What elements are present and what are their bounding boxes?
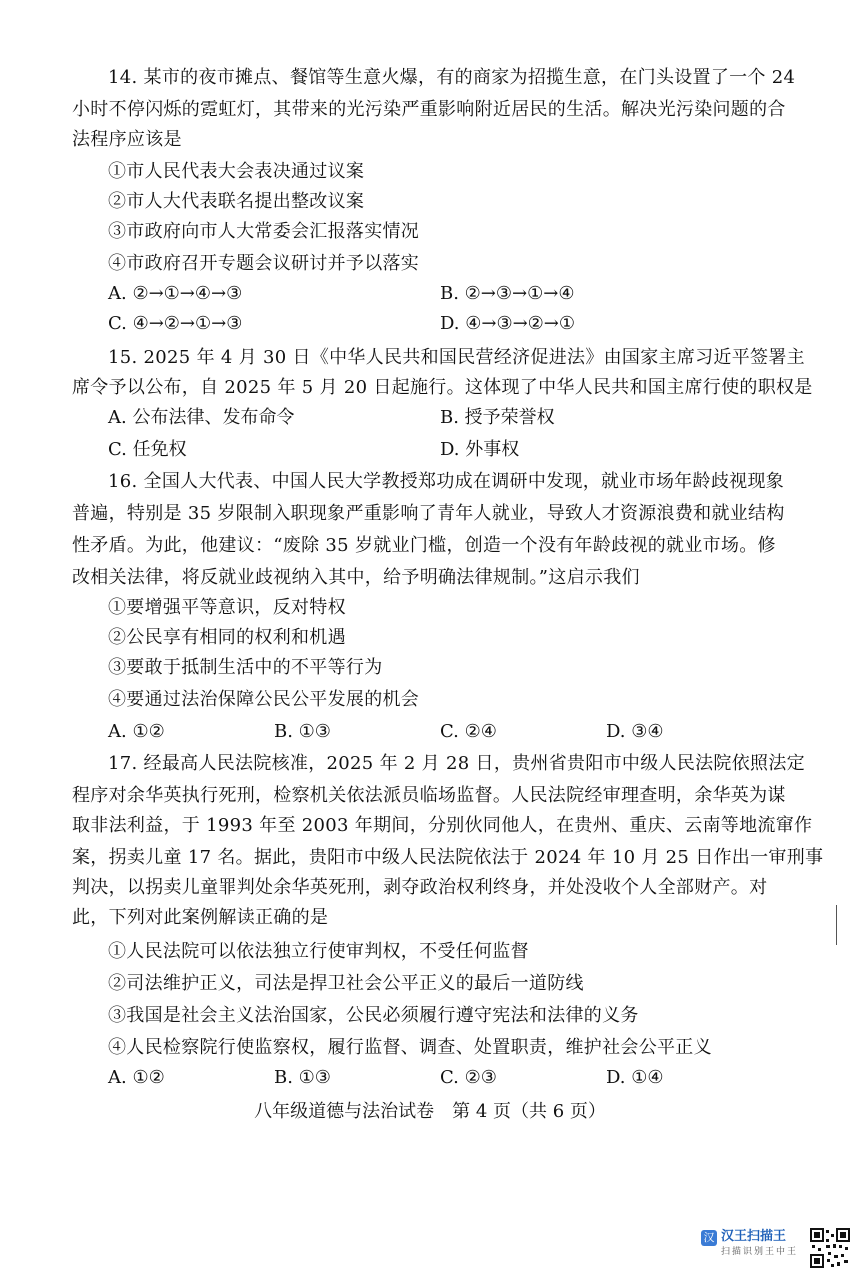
statement-item: ①市人民代表大会表决通过议案 [108, 161, 365, 182]
question-stem-line: 判决，以拐卖儿童罪判处余华英死刑，剥夺政治权利终身，并处没收个人全部财产。对 [72, 877, 768, 898]
option-a[interactable]: A. 公布法律、发布命令 [108, 407, 295, 428]
option-c[interactable]: C. 任免权 [108, 439, 187, 460]
option-d[interactable]: D. ③④ [606, 721, 664, 742]
question-stem-line: 案，拐卖儿童 17 名。据此，贵阳市中级人民法院依法于 2024 年 10 月 25 日作出一审刑事 [72, 847, 824, 868]
option-d[interactable]: D. ④→③→②→① [440, 313, 576, 334]
question-stem-line: 取非法利益，于 1993 年至 2003 年期间，分别伙同他人，在贵州、重庆、云南等地流窜作 [72, 815, 813, 836]
option-c[interactable]: C. ②④ [440, 721, 497, 742]
question-stem-line: 16. 全国人大代表、中国人民大学教授郑功成在调研中发现，就业市场年龄歧视现象 [108, 471, 785, 492]
statement-item: ②市人大代表联名提出整改议案 [108, 191, 365, 212]
option-b[interactable]: B. ①③ [274, 721, 331, 742]
question-stem-line: 此，下列对此案例解读正确的是 [72, 907, 329, 928]
statement-item: ①要增强平等意识，反对特权 [108, 597, 346, 618]
option-d[interactable]: D. ①④ [606, 1067, 664, 1088]
option-a[interactable]: A. ①② [108, 721, 165, 742]
watermark-slogan: 扫描识别王中王 [720, 1247, 798, 1257]
option-b[interactable]: B. ②→③→①→④ [440, 283, 575, 304]
statement-item: ④要通过法治保障公民公平发展的机会 [108, 689, 420, 710]
statement-item: ④市政府召开专题会议研讨并予以落实 [108, 253, 420, 274]
question-stem-line: 席令予以公布，自 2025 年 5 月 20 日起施行。这体现了中华人民共和国主席行使的职权是 [72, 377, 813, 398]
question-stem-line: 小时不停闪烁的霓虹灯，其带来的光污染严重影响附近居民的生活。解决光污染问题的合 [72, 99, 786, 120]
option-a[interactable]: A. ②→①→④→③ [108, 283, 243, 304]
statement-item: ③要敢于抵制生活中的不平等行为 [108, 657, 383, 678]
question-stem-line: 15. 2025 年 4 月 30 日《中华人民共和国民营经济促进法》由国家主席习近平签署主 [108, 347, 805, 368]
statement-item: ③我国是社会主义法治国家，公民必须履行遵守宪法和法律的义务 [108, 1005, 639, 1026]
scanner-watermark [701, 1228, 798, 1258]
option-b[interactable]: B. 授予荣誉权 [440, 407, 555, 428]
statement-item: ③市政府向市人大常委会汇报落实情况 [108, 221, 420, 242]
question-stem-line: 性矛盾。为此，他建议：“废除 35 岁就业门槛，创造一个没有年龄歧视的就业市场。修 [72, 535, 776, 556]
page-footer: 八年级道德与法治试卷 第 4 页（共 6 页） [254, 1101, 606, 1122]
option-d[interactable]: D. 外事权 [440, 439, 520, 460]
scanner-logo-icon: 汉 [701, 1230, 717, 1246]
option-b[interactable]: B. ①③ [274, 1067, 331, 1088]
statement-item: ②公民享有相同的权利和机遇 [108, 627, 346, 648]
option-a[interactable]: A. ①② [108, 1067, 165, 1088]
binding-margin-mark [836, 905, 843, 945]
statement-item: ②司法维护正义，司法是捍卫社会公平正义的最后一道防线 [108, 973, 584, 994]
qr-code-icon [810, 1228, 850, 1268]
question-stem-line: 程序对余华英执行死刑，检察机关依法派员临场监督。人民法院经审理查明，余华英为谋 [72, 785, 786, 806]
question-stem-line: 普遍，特别是 35 岁限制入职现象严重影响了青年人就业，导致人才资源浪费和就业结构 [72, 503, 785, 524]
option-c[interactable]: C. ④→②→①→③ [108, 313, 243, 334]
option-c[interactable]: C. ②③ [440, 1067, 497, 1088]
question-stem-line: 法程序应该是 [72, 129, 182, 150]
statement-item: ①人民法院可以依法独立行使审判权，不受任何监督 [108, 941, 529, 962]
question-stem-line: 17. 经最高人民法院核准，2025 年 2 月 28 日，贵州省贵阳市中级人民法院依照法定 [108, 753, 805, 774]
watermark-brand-name: 汉王扫描王 [720, 1229, 786, 1244]
question-stem-line: 14. 某市的夜市摊点、餐馆等生意火爆，有的商家为招揽生意，在门头设置了一个 24 [108, 67, 796, 88]
statement-item: ④人民检察院行使监察权，履行监督、调查、处置职责，维护社会公平正义 [108, 1037, 712, 1058]
question-stem-line: 改相关法律，将反就业歧视纳入其中，给予明确法律规制。”这启示我们 [72, 567, 640, 588]
